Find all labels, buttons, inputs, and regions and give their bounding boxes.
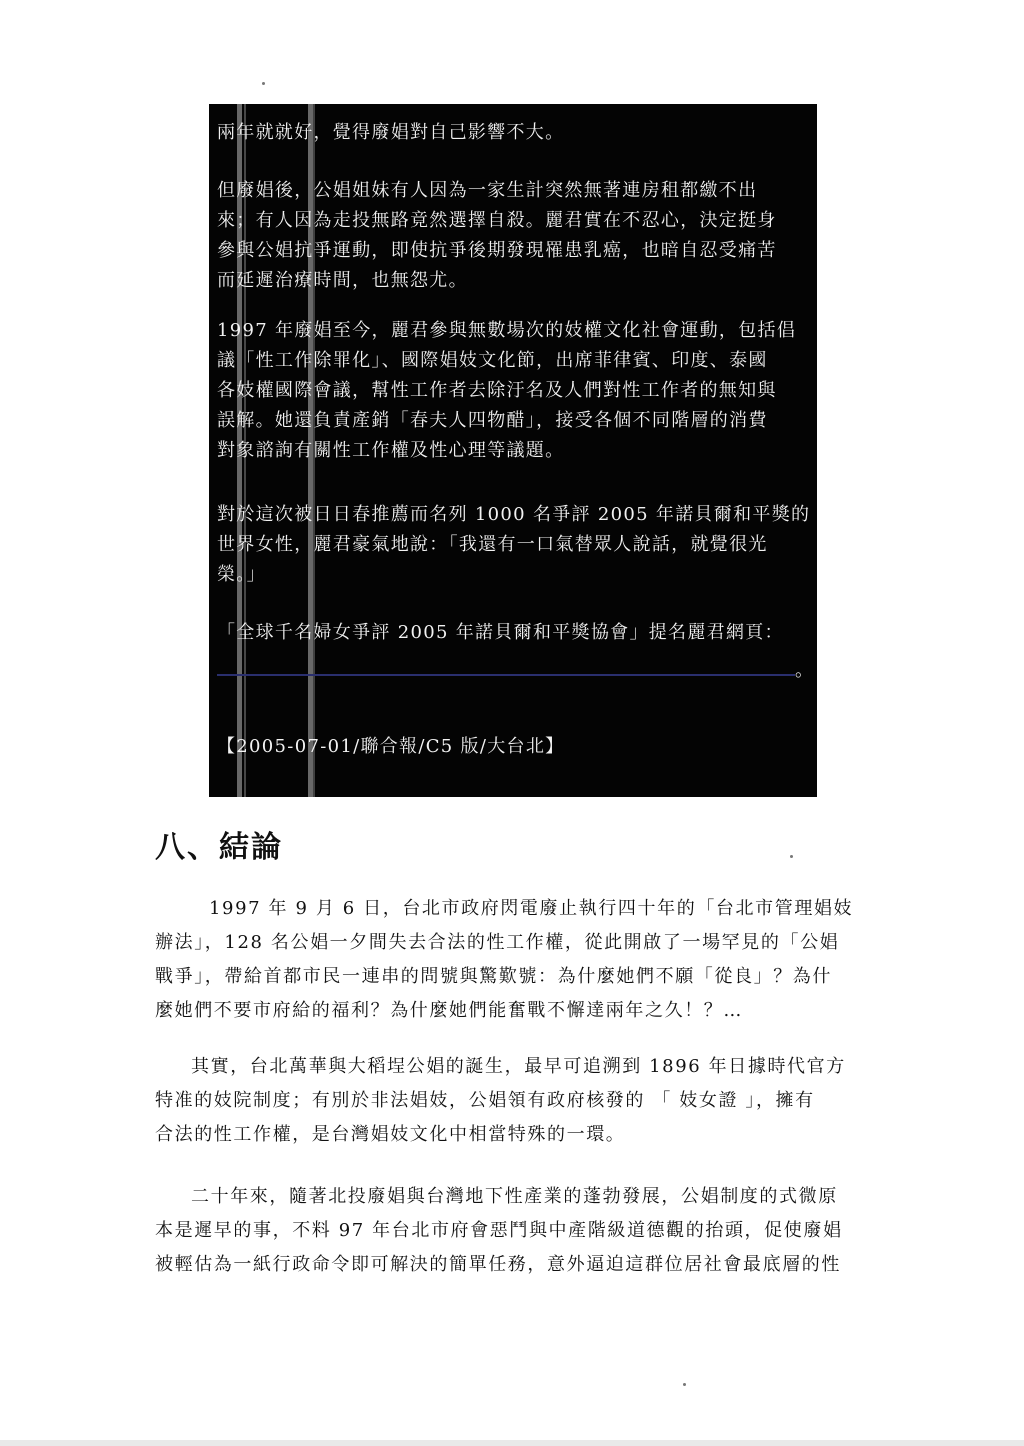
scan-speck <box>790 855 793 858</box>
article-paragraph: 1997 年廢娼至今，麗君參與無數場次的妓權文化社會運動，包括倡 議「性工作除罪化」、國際娼妓文化節，出席菲律賓、印度、泰國 各妓權國際會議，幫性工作者去除汙名及人們對性工作者的無知與 誤解。她還負責產銷「春夫人四物醋」，接受各個不同階層的消費 對象諮詢有關性工作權及性心理等議題。 <box>217 320 797 461</box>
link-end-punctuation: 。 <box>795 660 813 681</box>
inverted-article-panel <box>209 104 817 797</box>
scan-speck <box>683 1383 686 1386</box>
article-paragraph: 但廢娼後，公娼姐妹有人因為一家生計突然無著連房租都繳不出 來；有人因為走投無路竟然選擇自殺。麗君實在不忍心，決定挺身 參與公娼抗爭運動，即使抗爭後期發現罹患乳癌，也暗自忍受痛苦 而延遲治療時間，也無怨尤。 <box>217 180 777 291</box>
scan-speck <box>262 82 265 85</box>
body-paragraph: 1997 年 9 月 6 日，台北市政府閃電廢止執行四十年的「台北市管理娼妓 辦法」，128 名公娼一夕間失去合法的性工作權，從此開啟了一場罕見的「公娼 戰爭」，帶給首都市民一連串的問號與驚歎號：為什麼她們不願「從良」？為什 麼她們不要市府給的福利？為什麼她們能奮戰不懈達兩年之久！？… <box>155 898 854 1021</box>
body-paragraph: 二十年來，隨著北投廢娼與台灣地下性產業的蓬勃發展，公娼制度的式微原 本是遲早的事，不料 97 年台北市府會惡鬥與中產階級道德觀的抬頭，促使廢娼 被輕估為一紙行政命令即可解決的簡單任務，意外逼迫這群位居社會最底層的性 <box>155 1186 843 1275</box>
article-paragraph: 「全球千名婦女爭評 2005 年諾貝爾和平獎協會」提名麗君網頁： <box>217 622 784 643</box>
scan-edge <box>0 1440 1024 1446</box>
nomination-webpage-link[interactable] <box>217 652 813 686</box>
article-paragraph: 對於這次被日日春推薦而名列 1000 名爭評 2005 年諾貝爾和平獎的 世界女性，麗君豪氣地說：「我還有一口氣替眾人說話，就覺很光 榮。」 <box>217 504 811 585</box>
article-paragraph: 兩年就就好，覺得廢娼對自己影響不大。 <box>217 122 565 143</box>
source-line: 【2005-07-01/聯合報/C5 版/大台北】 <box>217 736 565 757</box>
section-title: 八、結論 <box>155 830 283 865</box>
body-paragraph: 其實，台北萬華與大稻埕公娼的誕生，最早可追溯到 1896 年日據時代官方 特准的妓院制度；有別於非法娼妓，公娼領有政府核發的 「 妓女證 」，擁有 合法的性工作權，是台灣娼妓文化中相當特殊的一環。 <box>155 1056 846 1145</box>
